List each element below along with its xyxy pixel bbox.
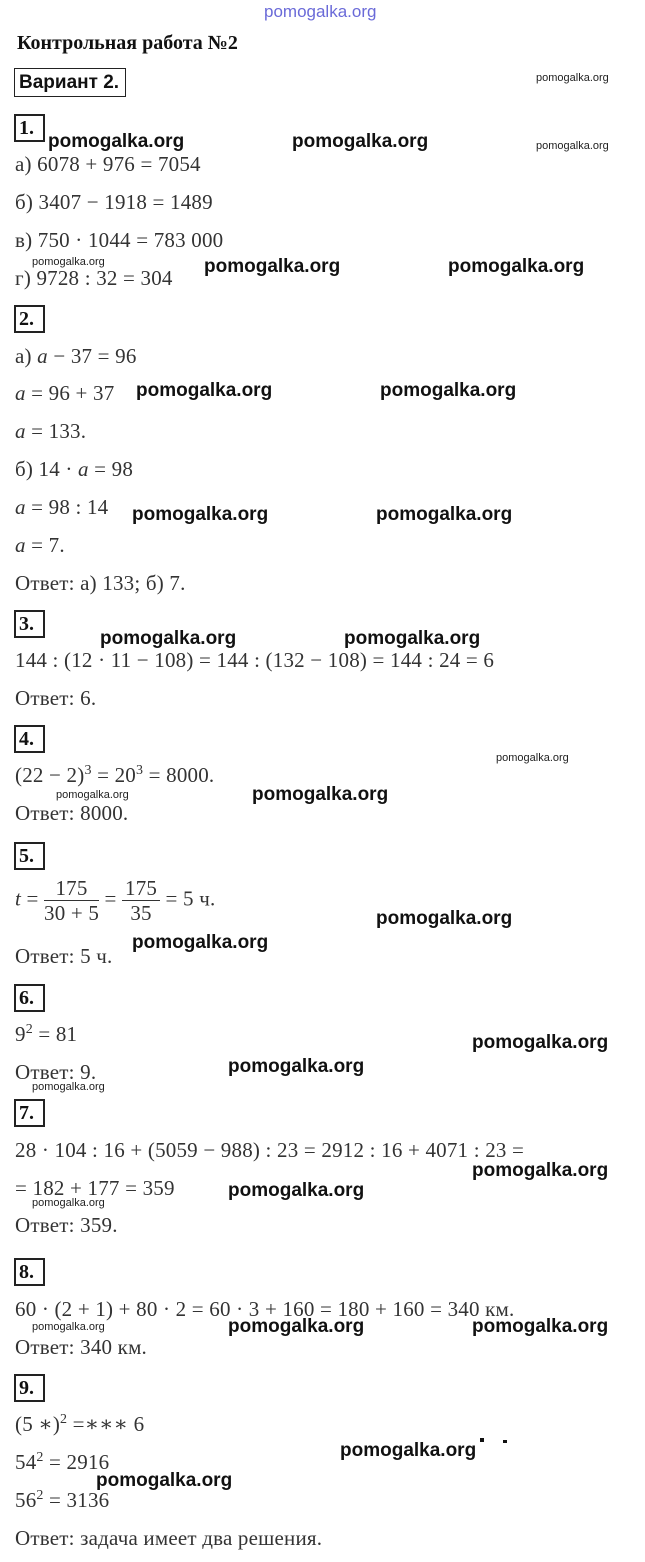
watermark: pomogalka.org [228,1180,365,1201]
watermark: pomogalka.org [376,504,513,525]
task-9-number: 9. [14,1374,45,1402]
task-9-answer: Ответ: задача имеет два решения. [15,1526,323,1550]
watermark: pomogalka.org [132,932,269,953]
watermark: pomogalka.org [132,504,269,525]
task-1-line-d: г) 9728 : 32 = 304 [15,266,173,290]
task-7-line-2: = 182 + 177 = 359 [15,1176,175,1200]
task-1-line-b: б) 3407 − 1918 = 1489 [15,190,213,214]
task-2-line-1: а) a − 37 = 96 [15,344,137,368]
task-2-line-6: a = 7. [15,533,65,557]
task-9-line-1: (5 ∗)$^2$ =∗∗∗ 6 [15,1412,145,1436]
watermark: pomogalka.org [136,380,273,401]
task-3-answer: Ответ: 6. [15,686,97,710]
task-8-number: 8. [14,1258,45,1286]
task-6-answer: Ответ: 9. [15,1060,97,1084]
watermark: pomogalka.org [292,131,429,152]
watermark: pomogalka.org [228,1056,365,1077]
watermark: pomogalka.org [32,256,105,268]
watermark: pomogalka.org [340,1440,477,1461]
task-1-line-c: в) 750 · 1044 = 783 000 [15,228,224,252]
task-9-line-3: $56^2 = 3136$ [15,1488,110,1512]
watermark: pomogalka.org [448,256,585,277]
task-7-answer: Ответ: 359. [15,1213,118,1237]
task-6-number: 6. [14,984,45,1012]
task-3-number: 3. [14,610,45,638]
task-4-answer: Ответ: 8000. [15,801,129,825]
task-4-number: 4. [14,725,45,753]
watermark: pomogalka.org [56,789,129,801]
watermark: pomogalka.org [48,131,185,152]
page-title: Контрольная работа №2 [17,32,238,54]
task-2-answer: Ответ: а) 133; б) 7. [15,571,186,595]
dot-mark [503,1440,507,1443]
task-2-line-4: б) 14 · a = 98 [15,457,134,481]
task-7-number: 7. [14,1099,45,1127]
task-9-line-2: $54^2 = 2916$ [15,1450,110,1474]
task-8-expression: 60 · (2 + 1) + 80 · 2 = 60 · 3 + 160 = 180 + 160 = 340 км. [15,1297,515,1321]
dot-mark [480,1438,484,1442]
watermark: pomogalka.org [252,784,389,805]
watermark: pomogalka.org [536,72,609,84]
task-5-answer: Ответ: 5 ч. [15,944,113,968]
watermark: pomogalka.org [536,140,609,152]
task-8-answer: Ответ: 340 км. [15,1335,148,1359]
task-2-line-5: a = 98 : 14 [15,495,109,519]
watermark: pomogalka.org [228,1316,365,1337]
watermark: pomogalka.org [344,628,481,649]
watermark: pomogalka.org [100,628,237,649]
task-4-expression: $(22 - 2)^3 = 20^3 = 8000$. [15,763,215,787]
fraction-2: $\frac{175}{35}$ [122,876,160,925]
task-2-number: 2. [14,305,45,333]
task-6-expression: $9^2 = 81$ [15,1022,78,1046]
task-7-line-1: 28 · 104 : 16 + (5059 − 988) : 23 = 2912 : 16 + 4071 : 23 = [15,1138,525,1162]
watermark: pomogalka.org [472,1032,609,1053]
watermark: pomogalka.org [472,1160,609,1181]
watermark: pomogalka.org [32,1321,105,1333]
task-5-number: 5. [14,842,45,870]
watermark: pomogalka.org [96,1470,233,1491]
task-2-line-3: a = 133. [15,419,87,443]
watermark: pomogalka.org [376,908,513,929]
task-5-expression: t = $\frac{175}{30 + 5}$ = $\frac{175}{35}$ = 5 ч. [15,876,216,925]
fraction-1: $\frac{175}{30 + 5}$ [44,876,100,925]
task-1-line-a: а) 6078 + 976 = 7054 [15,152,201,176]
watermark: pomogalka.org [204,256,341,277]
watermark: pomogalka.org [496,752,569,764]
watermark: pomogalka.org [472,1316,609,1337]
task-3-expression: 144 : (12 · 11 − 108) = 144 : (132 − 108) = 144 : 24 = 6 [15,648,495,672]
watermark: pomogalka.org [32,1081,105,1093]
variant-label: Вариант 2. [14,68,126,97]
watermark: pomogalka.org [32,1197,105,1209]
site-watermark-top: pomogalka.org [264,2,377,21]
task-1-number: 1. [14,114,45,142]
task-2-line-2: a = 96 + 37 [15,381,115,405]
watermark: pomogalka.org [380,380,517,401]
